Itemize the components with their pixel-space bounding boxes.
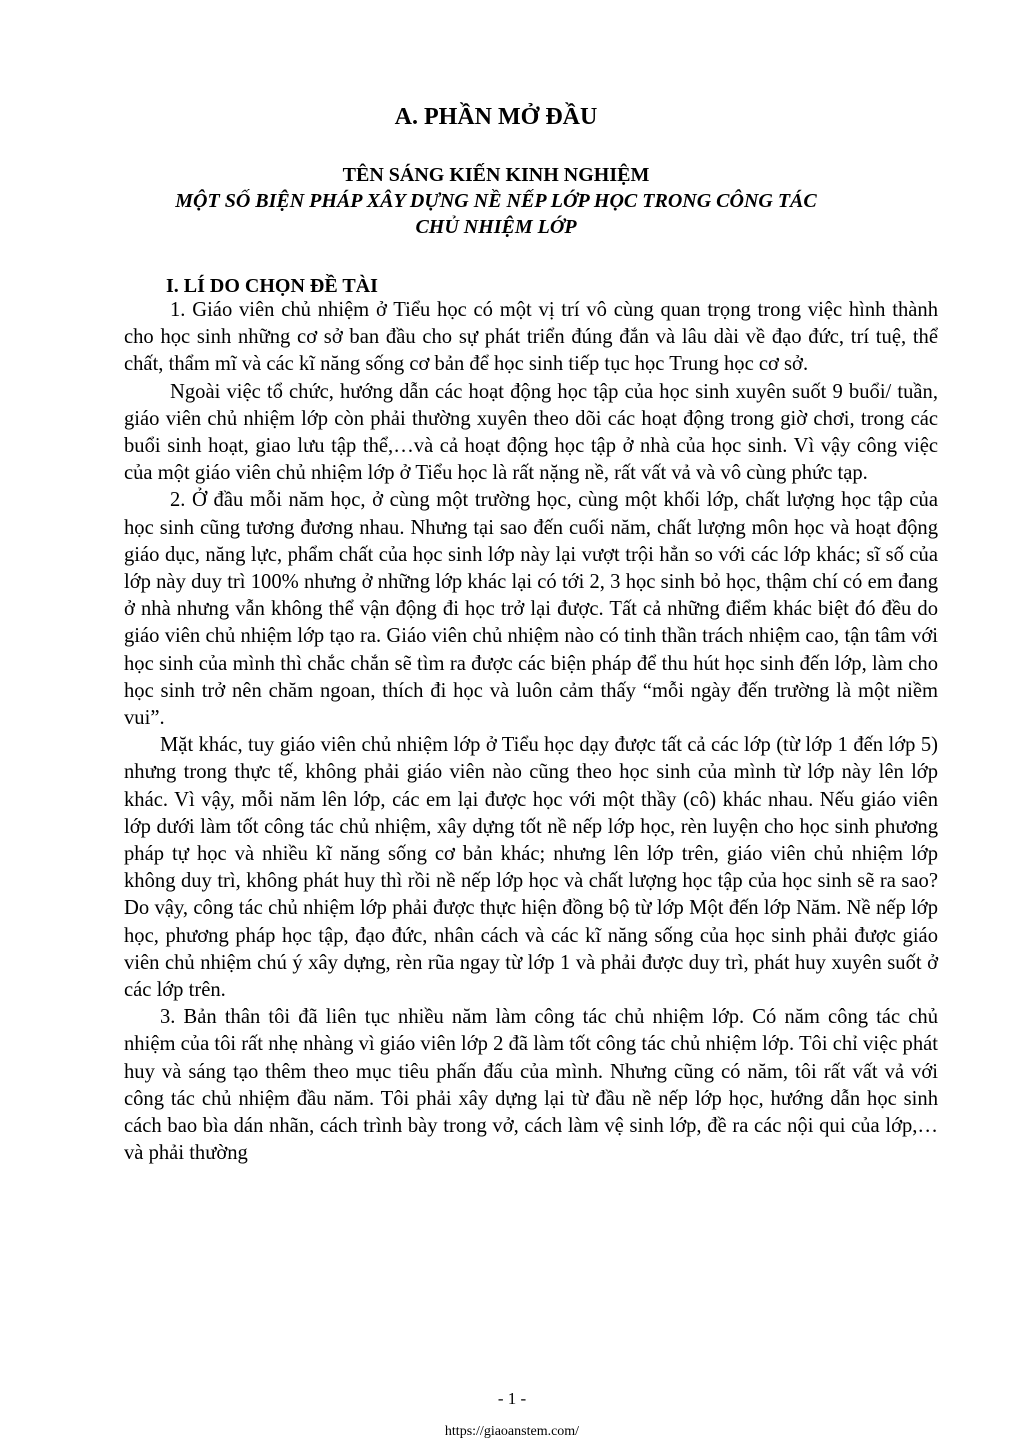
initiative-title-label: TÊN SÁNG KIẾN KINH NGHIỆM xyxy=(342,164,650,186)
section-heading-reasons: I. LÍ DO CHỌN ĐỀ TÀI xyxy=(166,275,378,297)
paragraph-2: Ngoài việc tổ chức, hướng dẫn các hoạt động học tập của học sinh xuyên suốt 9 buổi/ tuần, giáo viên chủ nhiệm lớp còn phải thường xuyên theo dõi các hoạt động trong giờ chơi, trong các buổi sinh hoạt, giao lưu tập thể,…và cả hoạt động học tập ở nhà của học sinh. Vì vậy công việc của một giáo viên chủ nhiệm lớp ở Tiểu học là rất nặng nề, rất vất vả và vô cùng phức tạp. xyxy=(124,380,938,485)
page-number: - 1 - xyxy=(497,1389,527,1408)
footer-url[interactable]: https://giaoanstem.com/ xyxy=(444,1424,580,1439)
paragraph-1: 1. Giáo viên chủ nhiệm ở Tiểu học có một vị trí vô cùng quan trọng trong việc hình thành cho học sinh những cơ sở ban đầu cho sự phát triển đúng đắn và lâu dài về đạo đức, trí tuệ, thể chất, thẩm mĩ và các kĩ năng sống cơ bản để học sinh tiếp tục học Trung học cơ sở. xyxy=(124,299,938,376)
initiative-title-block xyxy=(124,162,868,240)
paragraph-4: Mặt khác, tuy giáo viên chủ nhiệm lớp ở Tiểu học dạy được tất cả các lớp (từ lớp 1 đến lớp 5) nhưng trong thực tế, không phải giáo viên nào cũng theo học sinh của mình từ lớp này lên lớp khác. Vì vậy, mỗi năm lên lớp, các em lại được học với một thầy (cô) khác nhau. Nếu giáo viên lớp dưới làm tốt công tác chủ nhiệm, xây dựng tốt nề nếp lớp học, rèn luyện cho học sinh phương pháp tự học và nhiều kĩ năng sống cơ bản khác; nhưng lên lớp trên, giáo viên chủ nhiệm lớp không duy trì, không phát huy thì rồi nề nếp lớp học và chất lượng học tập của học sinh sẽ ra sao? Do vậy, công tác chủ nhiệm lớp phải được thực hiện đồng bộ từ lớp Một đến lớp Năm. Nề nếp lớp học, phương pháp học tập, đạo đức, nhân cách và các kĩ năng sống của học sinh phải được giáo viên chủ nhiệm chú ý xây dựng, rèn rũa ngay từ lớp 1 và phải được duy trì, phát huy xuyên suốt ở các lớp trên. xyxy=(124,734,938,1002)
body-text xyxy=(124,297,938,1168)
paragraph-3: 2. Ở đầu mỗi năm học, ở cùng một trường học, cùng một khối lớp, chất lượng học tập của học sinh cũng tương đương nhau. Nhưng tại sao đến cuối năm, chất lượng môn học và hoạt động giáo dục, năng lực, phẩm chất của học sinh lớp này lại vượt trội hẳn so với các lớp khác; sĩ số của lớp này duy trì 100% nhưng ở những lớp khác lại có tới 2, 3 học sinh bỏ học, thậm chí có em đang ở nhà nhưng vẫn không thể vận động đi học trở lại được. Tất cả những điểm khác biệt đó đều do giáo viên chủ nhiệm lớp tạo ra. Giáo viên chủ nhiệm nào có tinh thần trách nhiệm cao, tận tâm với học sinh của mình thì chắc chắn sẽ tìm ra được các biện pháp để thu hút học sinh đến lớp, làm cho học sinh trở nên chăm ngoan, thích đi học và luôn cảm thấy “mỗi ngày đến trường là một niềm vui”. xyxy=(124,489,938,730)
initiative-title-line-1: MỘT SỐ BIỆN PHÁP XÂY DỰNG NỀ NẾP LỚP HỌC TRONG CÔNG TÁC xyxy=(175,190,817,212)
initiative-title-line-2: CHỦ NHIỆM LỚP xyxy=(415,216,577,238)
main-heading: A. PHẦN MỞ ĐẦU xyxy=(394,104,598,130)
paragraph-5: 3. Bản thân tôi đã liên tục nhiều năm làm công tác chủ nhiệm lớp. Có năm công tác chủ nhiệm của tôi rất nhẹ nhàng vì giáo viên lớp 2 đã làm tốt công tác chủ nhiệm lớp. Tôi chỉ việc phát huy và sáng tạo thêm theo mục tiêu phấn đấu của mình. Nhưng cũng có năm, tôi rất vất vả với công tác chủ nhiệm đầu năm. Tôi phải xây dựng lại từ đầu nề nếp lớp học, hướng dẫn học sinh cách bao bìa dán nhãn, cách trình bày trong vở, cách làm vệ sinh lớp, đề ra các nội qui của lớp,…và phải thường xyxy=(124,1006,938,1165)
